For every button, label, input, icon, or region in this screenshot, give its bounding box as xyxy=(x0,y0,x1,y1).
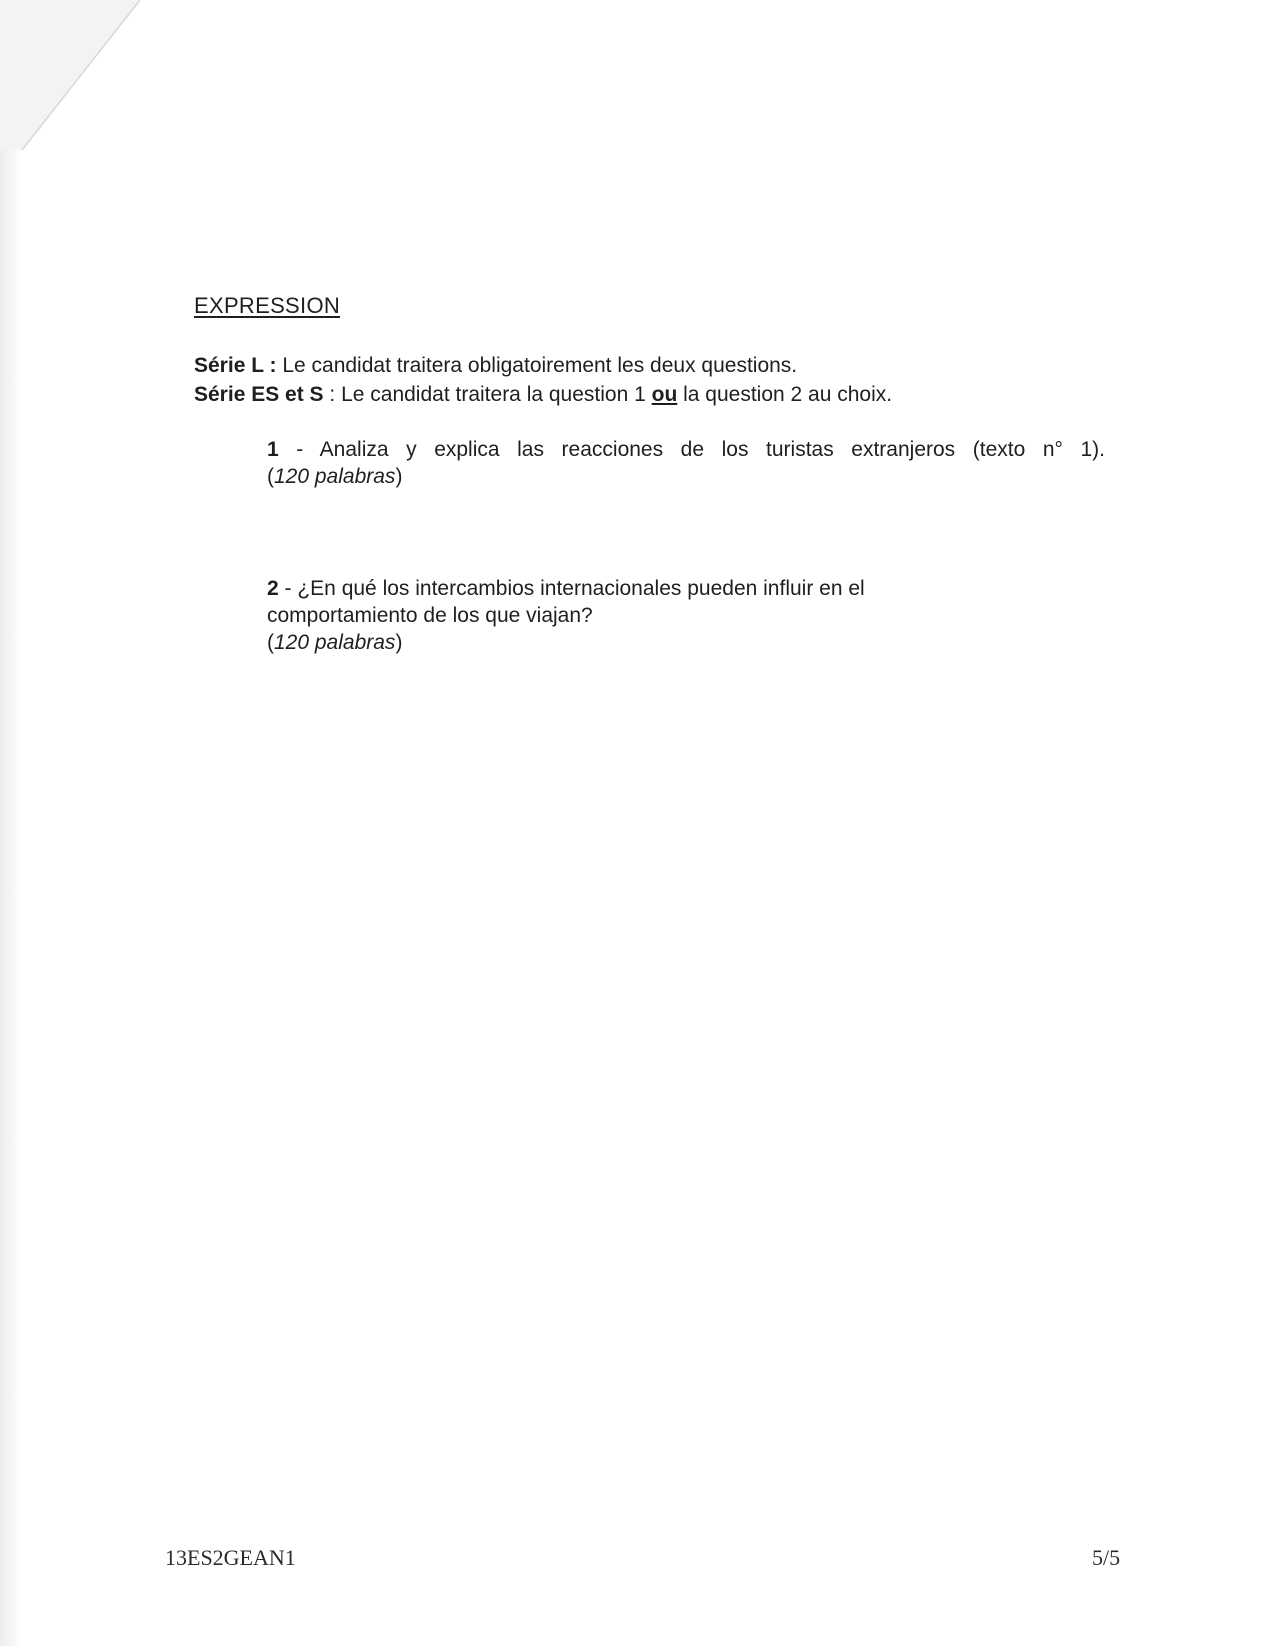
serie-es-s-label: Série ES et S xyxy=(194,383,324,406)
page-corner-fold xyxy=(0,0,160,160)
question-1 xyxy=(267,436,1105,490)
question-1-number: 1 xyxy=(267,438,279,461)
word-count-value: 120 palabras xyxy=(274,465,396,488)
section-heading: EXPRESSION xyxy=(194,293,341,318)
word-count-close-paren: ) xyxy=(395,465,403,488)
word-count-close-paren: ) xyxy=(395,631,403,654)
question-2-prompt-line-2: comportamiento de los que viajan? xyxy=(267,604,593,627)
word-count-value: 120 palabras xyxy=(274,631,396,654)
footer-page-number: 5/5 xyxy=(1092,1545,1121,1570)
serie-l-text: Le candidat traitera obligatoirement les deux questions. xyxy=(276,354,798,377)
question-2-number: 2 xyxy=(267,577,279,600)
page-edge-shadow xyxy=(0,150,22,1646)
instructions-block xyxy=(194,351,892,409)
question-1-word-count xyxy=(267,463,1105,490)
serie-es-s-text-b: la question 2 au choix. xyxy=(677,383,893,406)
serie-l-label: Série L : xyxy=(194,354,277,377)
instruction-serie-l xyxy=(194,351,892,380)
word-count-open-paren: ( xyxy=(267,631,274,654)
question-1-prompt xyxy=(267,436,1105,463)
ou-emphasis: ou xyxy=(651,383,678,406)
question-2-word-count xyxy=(267,629,987,656)
question-2-text-line-1: - ¿En qué los intercambios internacionales pueden influir en el xyxy=(278,577,865,600)
footer-exam-code: 13ES2GEAN1 xyxy=(165,1545,296,1570)
serie-es-s-text-a: : Le candidat traitera la question 1 xyxy=(323,383,652,406)
question-2-prompt-line-1 xyxy=(267,575,987,602)
word-count-open-paren: ( xyxy=(267,465,274,488)
question-2 xyxy=(267,575,987,656)
question-1-text: - Analiza y explica las reacciones de los turistas extranjeros (texto n° 1). xyxy=(278,438,1105,461)
instruction-serie-es-s xyxy=(194,380,892,409)
